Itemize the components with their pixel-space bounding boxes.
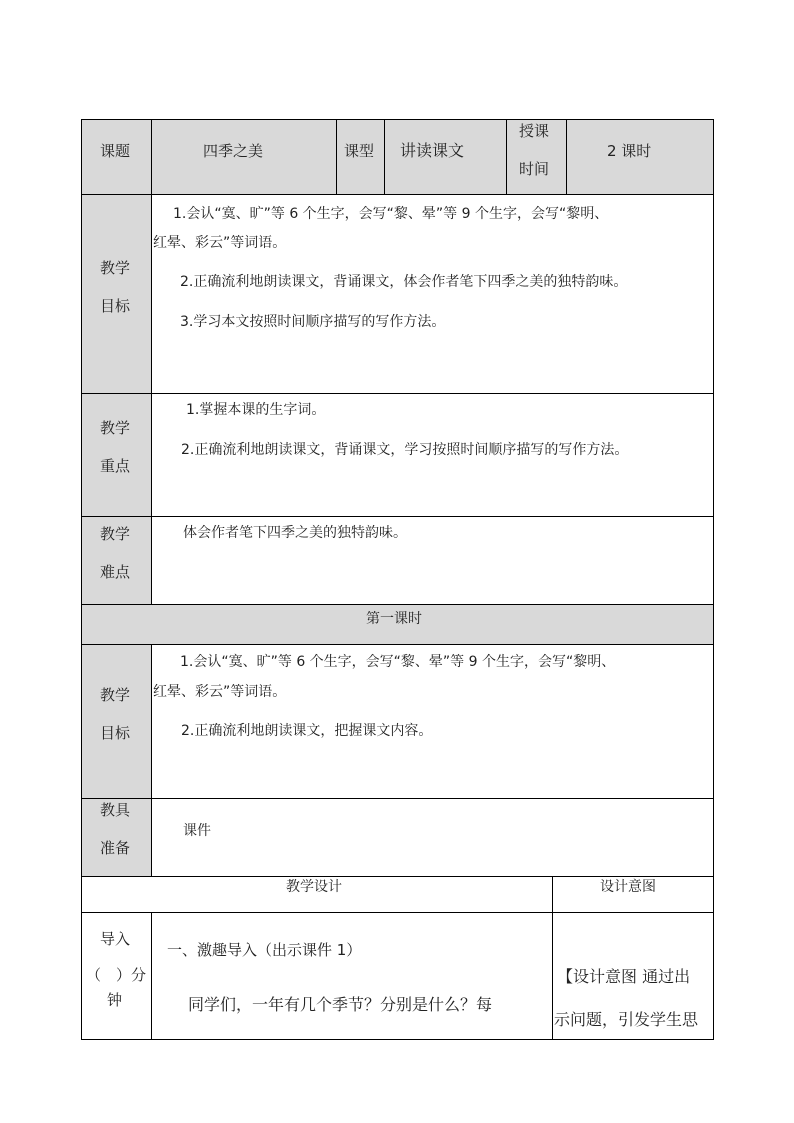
goals-line: 红晕、彩云”等词语。 (153, 235, 287, 251)
design-header: 教学设计 (286, 879, 342, 895)
table-line (81, 119, 82, 1040)
topic-label: 课题 (100, 142, 131, 160)
table-line (151, 119, 152, 605)
goals-label-2: 目标 (100, 297, 131, 315)
goals-line: 3.学习本文按照时间顺序描写的写作方法。 (180, 314, 446, 330)
goals-label-1: 教学 (100, 259, 131, 277)
table-line (384, 119, 385, 195)
table-line (566, 119, 567, 195)
intent-line: 示问题，引发学生思 (554, 1010, 699, 1029)
table-line (81, 604, 714, 605)
table-line (151, 644, 152, 877)
difficulties-text: 体会作者笔下四季之美的独特韵味。 (183, 525, 407, 541)
table-line (506, 119, 507, 195)
table-line (151, 912, 152, 1040)
table-line (81, 1039, 714, 1040)
lesson1-goals-line: 2.正确流利地朗读课文，把握课文内容。 (181, 723, 433, 739)
table-line (81, 876, 714, 877)
difficulties-label-1: 教学 (100, 525, 131, 543)
intent-line: 【设计意图 通过出 (557, 967, 691, 986)
topic-value: 四季之美 (203, 142, 264, 160)
goals-line: 2.正确流利地朗读课文，背诵课文，体会作者笔下四季之美的独特韵味。 (180, 274, 628, 290)
table-line (81, 516, 714, 517)
intro-label-3: 钟 (107, 991, 123, 1009)
intro-label-2: （ ）分 (86, 966, 147, 984)
table-line (81, 119, 714, 120)
table-line (552, 876, 553, 1040)
table-line (81, 393, 714, 394)
intro-label-1: 导入 (100, 930, 131, 948)
intent-header: 设计意图 (600, 879, 656, 895)
lesson1-goals-line: 红晕、彩云”等词语。 (153, 684, 287, 700)
table-line (81, 798, 714, 799)
table-line (81, 644, 714, 645)
time-label-1: 授课 (519, 122, 550, 140)
table-line (81, 912, 714, 913)
tools-value: 课件 (183, 823, 211, 839)
step-title: 一、激趣导入（出示课件 1） (167, 941, 362, 959)
lesson1-title: 第一课时 (366, 611, 422, 627)
tools-label-2: 准备 (100, 839, 131, 857)
time-value: 2 课时 (607, 142, 652, 160)
lesson1-goals-line: 1.会认“寞、旷”等 6 个生字，会写“黎、晕”等 9 个生字，会写“黎明、 (180, 654, 616, 670)
keypoints-label-2: 重点 (100, 457, 131, 475)
keypoints-label-1: 教学 (100, 419, 131, 437)
goals-line: 1.会认“寞、旷”等 6 个生字，会写“黎、晕”等 9 个生字，会写“黎明、 (173, 206, 609, 222)
table-line (336, 119, 337, 195)
difficulties-label-2: 难点 (100, 563, 131, 581)
keypoints-line: 2.正确流利地朗读课文，背诵课文，学习按照时间顺序描写的写作方法。 (181, 442, 629, 458)
tools-label-1: 教具 (100, 801, 131, 819)
step-text: 同学们，一年有几个季节？分别是什么？每 (188, 995, 493, 1014)
time-label-2: 时间 (519, 160, 550, 178)
type-label: 课型 (344, 142, 375, 160)
table-line (81, 194, 714, 195)
type-value: 讲读课文 (400, 141, 465, 160)
keypoints-line: 1.掌握本课的生字词。 (186, 402, 326, 418)
lesson1-goals-label-1: 教学 (100, 686, 131, 704)
lesson1-goals-label-2: 目标 (100, 724, 131, 742)
table-line (713, 119, 714, 1040)
